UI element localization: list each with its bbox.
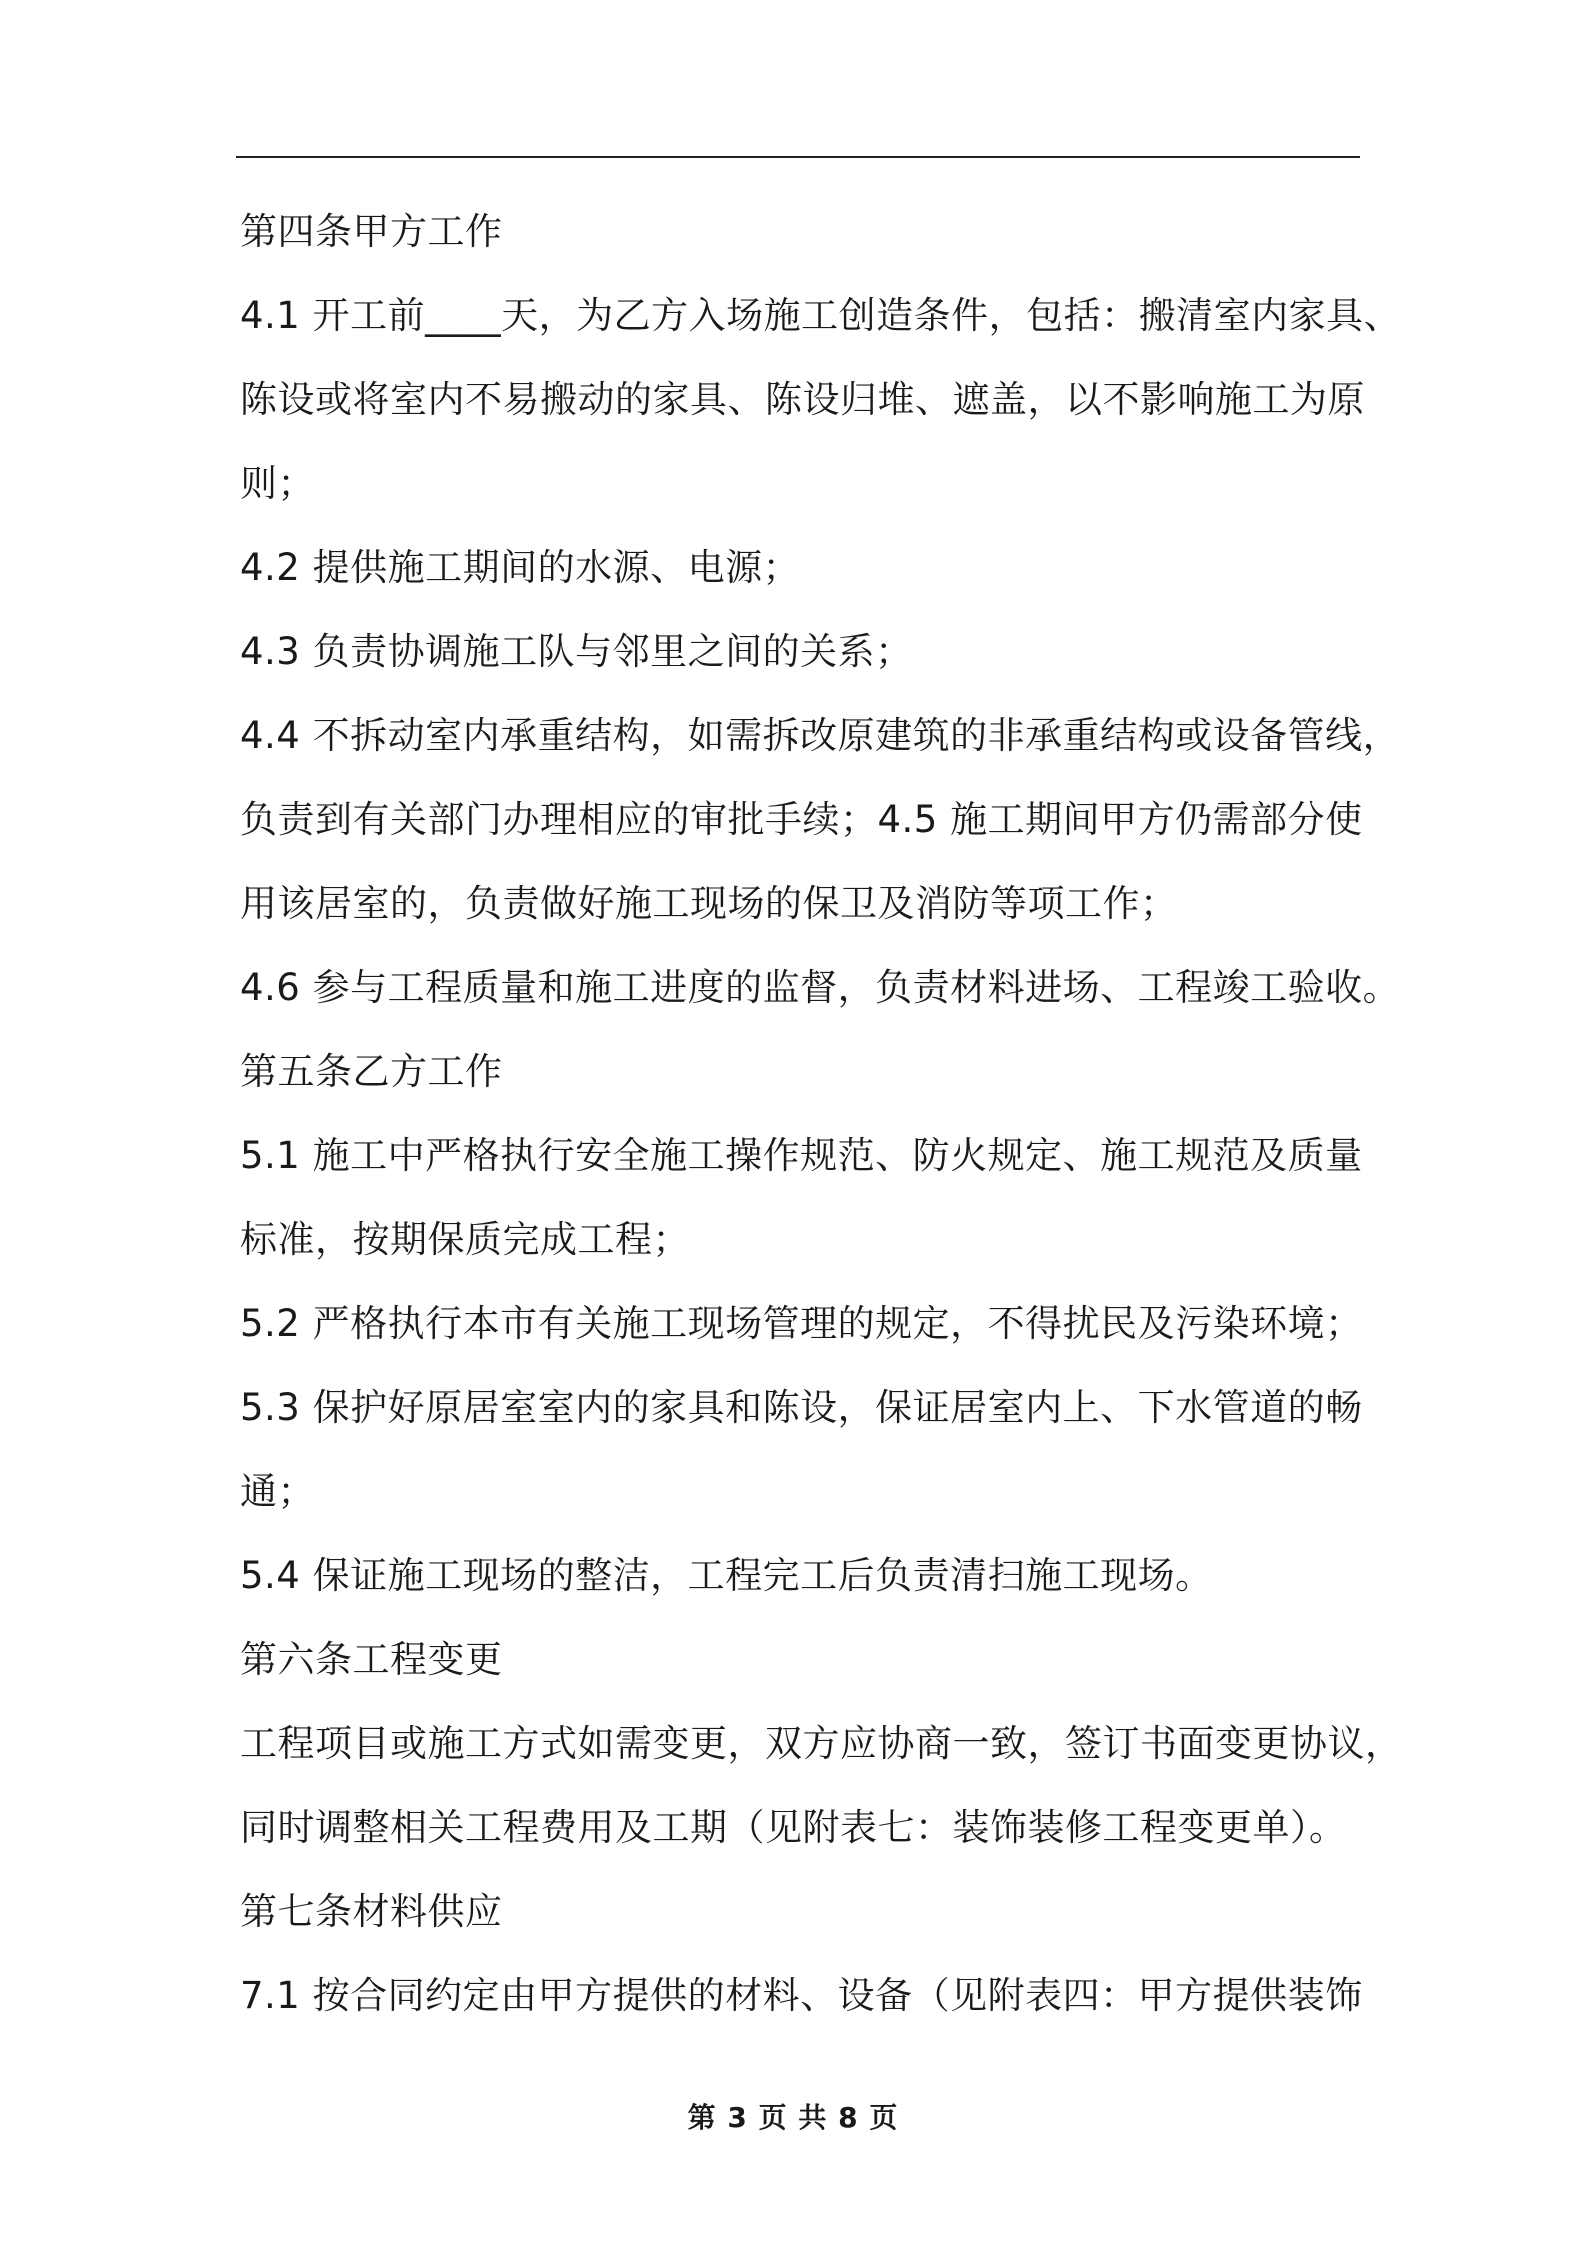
text-line: 标准，按期保质完成工程； (240, 1218, 690, 1261)
text-line: 同时调整相关工程费用及工期（见附表七：装饰装修工程变更单）。 (240, 1806, 1347, 1849)
text-line: 4.4 不拆动室内承重结构，如需拆改原建筑的非承重结构或设备管线， (240, 714, 1401, 757)
section-heading: 第五条乙方工作 (240, 1050, 503, 1093)
text-line: 陈设或将室内不易搬动的家具、陈设归堆、遮盖，以不影响施工为原 (240, 378, 1365, 421)
text-line: 则； (240, 462, 315, 505)
text-line: 7.1 按合同约定由甲方提供的材料、设备（见附表四：甲方提供装饰 (240, 1974, 1363, 2017)
text-line: 通； (240, 1470, 315, 1513)
text-line: 5.3 保护好原居室室内的家具和陈设，保证居室内上、下水管道的畅 (240, 1386, 1363, 1429)
text-line: 4.1 开工前____天，为乙方入场施工创造条件，包括：搬清室内家具、 (240, 294, 1402, 337)
text-line: 4.2 提供施工期间的水源、电源； (240, 546, 801, 589)
section-heading: 第四条甲方工作 (240, 210, 503, 253)
page-number: 第 3 页 共 8 页 (687, 2101, 899, 2134)
text-line: 工程项目或施工方式如需变更，双方应协商一致，签订书面变更协议， (240, 1722, 1403, 1765)
text-line: 5.2 严格执行本市有关施工现场管理的规定，不得扰民及污染环境； (240, 1302, 1363, 1345)
text-line: 用该居室的，负责做好施工现场的保卫及消防等项工作； (240, 882, 1178, 925)
text-line: 负责到有关部门办理相应的审批手续；4.5 施工期间甲方仍需部分使 (240, 798, 1363, 841)
section-heading: 第七条材料供应 (240, 1890, 503, 1933)
text-line: 5.1 施工中严格执行安全施工操作规范、防火规定、施工规范及质量 (240, 1134, 1363, 1177)
text-line: 4.3 负责协调施工队与邻里之间的关系； (240, 630, 913, 673)
text-line: 4.6 参与工程质量和施工进度的监督，负责材料进场、工程竣工验收。 (240, 966, 1401, 1009)
header-divider (236, 156, 1360, 158)
section-heading: 第六条工程变更 (240, 1638, 503, 1681)
document-body (240, 190, 1403, 2038)
text-line: 5.4 保证施工现场的整洁，工程完工后负责清扫施工现场。 (240, 1554, 1213, 1597)
